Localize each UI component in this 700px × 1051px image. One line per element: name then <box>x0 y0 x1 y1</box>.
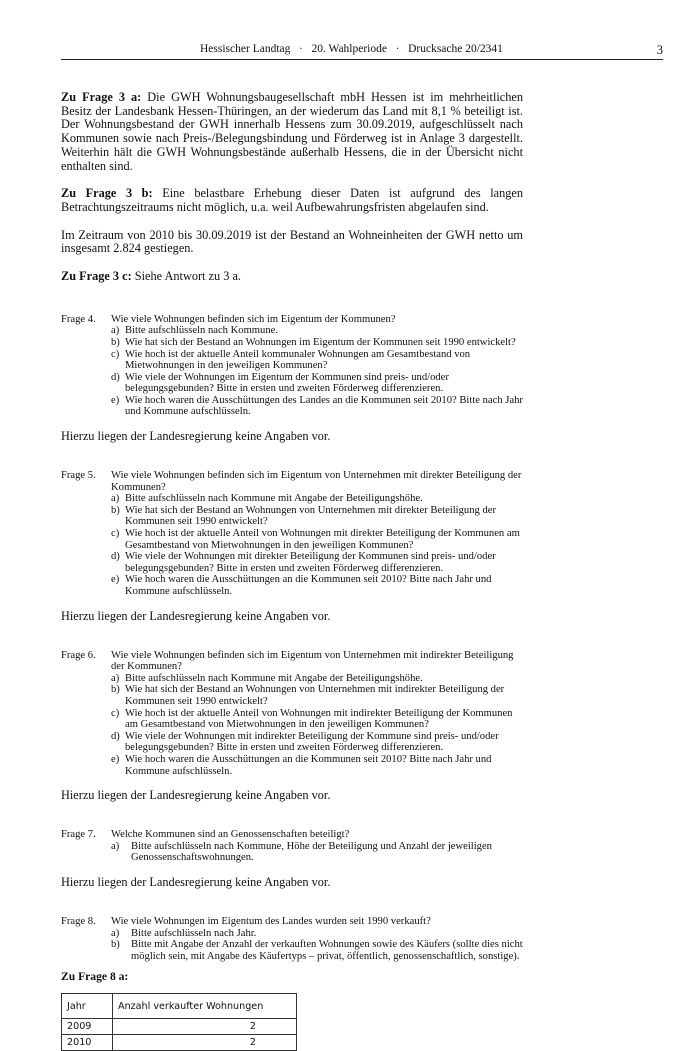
answer-text: Siehe Antwort zu 3 a. <box>131 269 241 284</box>
subquestion-text: Wie hat sich der Bestand an Wohnungen von Unternehmen mit direkter Beteiligung der Kommunen seit 1990 entwickelt? <box>125 504 496 528</box>
subquestion-letter: c) <box>111 348 120 360</box>
question-text: Welche Kommunen sind an Genossenschaften beteiligt? <box>111 829 350 841</box>
running-header <box>200 43 663 58</box>
question-text: Wie viele Wohnungen befinden sich im Eigentum der Kommunen? <box>111 313 396 325</box>
subquestion-text: Wie hat sich der Bestand an Wohnungen von Unternehmen mit indirekter Beteiligung der Kommunen seit 1990 entwickelt? <box>125 684 505 707</box>
answer-paragraph <box>61 270 523 284</box>
subquestion-text: Bitte aufschlüsseln nach Kommune, Höhe der Beteiligung und Anzahl der jeweiligen Genossenschaftswohnungen. <box>131 840 492 864</box>
subquestion-text: Wie hoch waren die Ausschüttungen an die Kommunen seit 2010? Bitte nach Jahr und Kommune aufschlüsseln. <box>125 574 492 598</box>
government-answer: Hierzu liegen der Landesregierung keine Angaben vor. <box>61 429 331 444</box>
question-text: Wie viele Wohnungen befinden sich im Eigentum von Unternehmen mit direkter Beteiligung der Kommunen? <box>111 470 522 493</box>
answer-paragraph <box>61 187 523 214</box>
header-document-number: Drucksache 20/2341 <box>408 43 503 55</box>
answer-text: Im Zeitraum von 2010 bis 30.09.2019 ist der Bestand an Wohneinheiten der GWH netto um insgesamt 2.824 gestiegen. <box>61 227 523 256</box>
subquestion-letter: e) <box>111 394 120 406</box>
question-block-5 <box>61 470 523 598</box>
subquestion-text: Wie hoch ist der aktuelle Anteil kommunaler Wohnungen am Gesamtbestand von Mietwohnungen in den jeweiligen Kommunen? <box>125 348 471 372</box>
question-label: Frage 8. <box>61 915 96 927</box>
table-cell-year: 2010 <box>62 1035 113 1051</box>
subquestion-text: Wie viele der Wohnungen im Eigentum der Kommunen sind preis- und/oder belegungsgebunden? Bitte in ersten und zweiten Förderweg differenzieren. <box>125 371 449 395</box>
answer-paragraph <box>61 229 523 256</box>
subquestion-letter: c) <box>111 707 120 719</box>
subquestion-letter: d) <box>111 371 120 383</box>
sales-table <box>61 993 297 1051</box>
table-header-cell: Jahr <box>62 994 113 1019</box>
answer-text: Die GWH Wohnungsbaugesellschaft mbH Hessen ist im mehrheitlichen Besitz der Landesbank Hessen-Thüringen, an der wiederum das Land mit 8,1 % beteiligt ist. Der Wohnungsbestand der GWH innerhalb Hessens zum 30.09.2019, aufgeschlüsselt nach Kommunen sowie nach Preis-/Belegungsbindung und Förderweg ist in Anlage 3 dargestellt. Weiterhin hält die GWH Wohnungsbestände außerhalb Hessens, die in der Übersicht nicht enthalten sind. <box>61 90 523 173</box>
subquestion-letter: b) <box>111 336 120 348</box>
question-block-7 <box>61 829 523 864</box>
main-content <box>61 91 523 1051</box>
table-header-cell: Anzahl verkaufter Wohnungen <box>113 994 297 1019</box>
table-cell-count: 2 <box>113 1035 297 1051</box>
subquestion-letter: e) <box>111 753 120 765</box>
answer-label: Zu Frage 3 a: <box>61 90 142 104</box>
subquestion-letter: a) <box>111 927 120 939</box>
table-row <box>62 1035 297 1051</box>
answer-text: Eine belastbare Erhebung dieser Daten ist aufgrund des langen Betrachtungszeitraums nicht möglich, u.a. weil Aufbewahrungsfristen abgelaufen sind. <box>61 186 523 214</box>
question-label: Frage 5. <box>61 470 96 482</box>
header-separator: · <box>299 43 303 55</box>
question-text: Wie viele Wohnungen befinden sich im Eigentum von Unternehmen mit indirekter Beteiligung der Kommunen? <box>111 649 514 673</box>
question-label: Frage 4. <box>61 313 96 325</box>
table-header-row <box>62 994 297 1019</box>
subquestion-letter: d) <box>111 551 120 563</box>
subquestion-letter: c) <box>111 528 120 540</box>
government-answer: Hierzu liegen der Landesregierung keine Angaben vor. <box>61 608 331 623</box>
header-parliament: Hessischer Landtag <box>200 43 291 55</box>
subquestion-text: Wie hoch ist der aktuelle Anteil von Wohnungen mit indirekter Beteiligung der Kommunen am Gesamtbestand von Mietwohnungen in den jeweiligen Kommunen? <box>125 707 513 731</box>
subquestion-letter: a) <box>111 325 120 337</box>
question-text: Wie viele Wohnungen im Eigentum des Landes wurden seit 1990 verkauft? <box>111 915 431 927</box>
question-block-4 <box>61 314 523 418</box>
answer-label: Zu Frage 3 c: <box>61 269 132 284</box>
subquestion-text: Bitte aufschlüsseln nach Kommune mit Angabe der Beteiligungshöhe. <box>125 672 423 684</box>
subquestion-text: Wie hoch ist der aktuelle Anteil von Wohnungen mit direkter Beteiligung der Kommunen am Gesamtbestand von Mietwohnungen in den jeweiligen Kommunen? <box>125 528 520 551</box>
subquestion-text: Wie viele der Wohnungen mit indirekter Beteiligung der Kommune sind preis- und/oder belegungsgebunden? Bitte in ersten und zweiten Förderweg differenzieren. <box>125 730 499 754</box>
header-rule <box>61 59 663 60</box>
subquestion-letter: b) <box>111 684 120 696</box>
subquestion-text: Bitte mit Angabe der Anzahl der verkauften Wohnungen sowie des Käufers (sollte dies nicht möglich sein, mit Angabe des Käufertyps – privat, öffentlich, genossenschaftlich, sonstige). <box>131 939 523 962</box>
page-number: 3 <box>656 43 663 57</box>
subquestion-text: Wie hat sich der Bestand an Wohnungen im Eigentum der Kommunen seit 1990 entwickelt? <box>125 336 516 348</box>
table-cell-year: 2009 <box>62 1019 113 1035</box>
subquestion-text: Wie hoch waren die Ausschüttungen an die Kommunen seit 2010? Bitte nach Jahr und Kommune aufschlüsseln. <box>125 753 492 777</box>
subquestion-letter: a) <box>111 493 120 505</box>
question-label: Frage 6. <box>61 649 96 661</box>
subquestion-letter: a) <box>111 672 120 684</box>
answer-paragraph <box>61 91 523 173</box>
subquestion-letter: a) <box>111 840 120 852</box>
question-label: Frage 7. <box>61 829 96 841</box>
government-answer: Hierzu liegen der Landesregierung keine Angaben vor. <box>61 788 331 803</box>
subquestion-text: Wie hoch waren die Ausschüttungen des Landes an die Kommunen seit 2010? Bitte nach Jahr und Kommune aufschlüsseln. <box>125 394 523 418</box>
table-row <box>62 1019 297 1035</box>
header-separator: · <box>395 43 400 55</box>
answer-heading: Zu Frage 8 a: <box>61 970 129 984</box>
header-meta <box>200 43 503 58</box>
subquestion-text: Bitte aufschlüsseln nach Kommune. <box>125 325 278 337</box>
subquestion-text: Bitte aufschlüsseln nach Kommune mit Angabe der Beteiligungshöhe. <box>125 493 423 505</box>
question-block-8 <box>61 916 523 962</box>
question-block-6 <box>61 650 523 778</box>
header-period: 20. Wahlperiode <box>311 43 387 55</box>
subquestion-letter: b) <box>111 939 120 951</box>
answer-label: Zu Frage 3 b: <box>61 186 153 201</box>
table-cell-count: 2 <box>113 1019 297 1035</box>
subquestion-text: Bitte aufschlüsseln nach Jahr. <box>131 927 257 939</box>
government-answer: Hierzu liegen der Landesregierung keine Angaben vor. <box>61 874 331 889</box>
subquestion-letter: b) <box>111 504 120 516</box>
subquestion-letter: d) <box>111 730 120 742</box>
subquestion-text: Wie viele der Wohnungen mit direkter Beteiligung der Kommunen sind preis- und/oder belegungsgebunden? Bitte in ersten und zweiten Förderweg differenzieren. <box>125 551 496 574</box>
subquestion-letter: e) <box>111 574 120 586</box>
